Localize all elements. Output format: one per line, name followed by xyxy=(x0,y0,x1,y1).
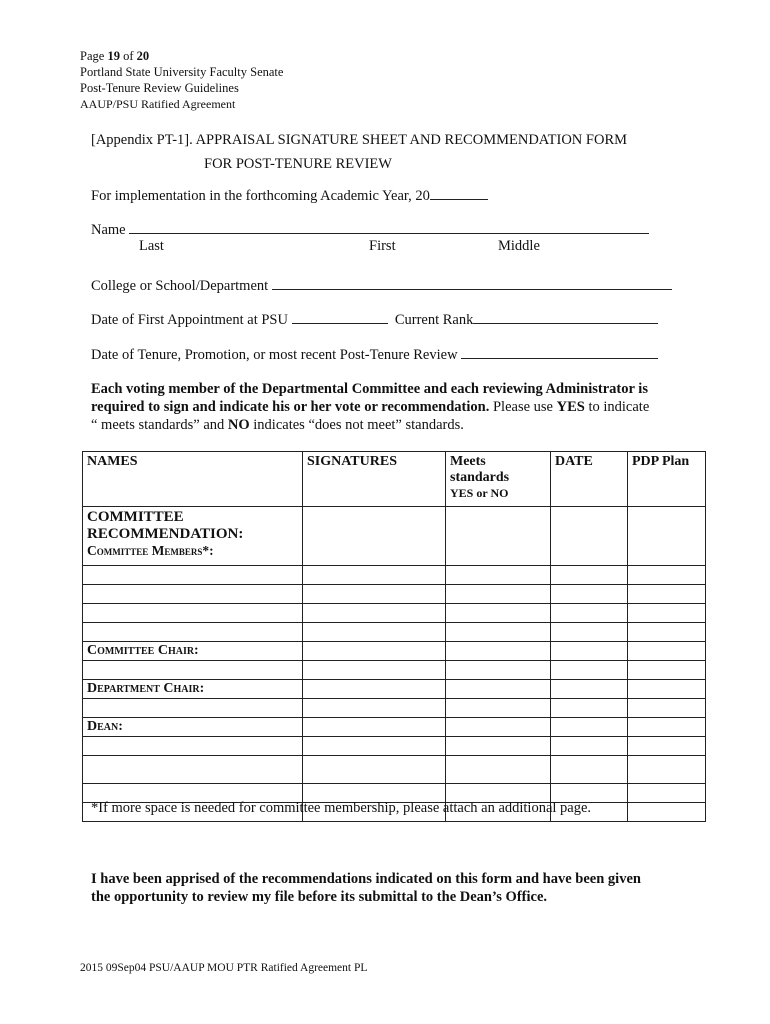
name-first-label: First xyxy=(369,238,396,254)
name-last-label: Last xyxy=(139,238,164,254)
page-number: Page 19 of 20 xyxy=(80,49,150,63)
table-row xyxy=(83,642,706,661)
tenure-date-field: Date of Tenure, Promotion, or most recent Post-Tenure Review xyxy=(91,345,658,364)
committee-recommendation-cell: COMMITTEE RECOMMENDATION: Committee Members*: xyxy=(83,507,303,566)
department-chair-label: Department Chair: xyxy=(83,680,303,699)
table-row xyxy=(83,604,706,623)
col-names: NAMES xyxy=(83,452,303,507)
college-field: College or School/Department xyxy=(91,276,672,295)
name-middle-label: Middle xyxy=(498,238,540,254)
dean-label: Dean: xyxy=(83,718,303,737)
form-title-line-1: [Appendix PT-1]. APPRAISAL SIGNATURE SHEET AND RECOMMENDATION FORM xyxy=(91,132,628,148)
col-meets-standards: Meets standards YES or NO xyxy=(446,452,551,507)
name-blank[interactable] xyxy=(129,220,649,234)
page-header xyxy=(80,48,283,112)
table-header-row xyxy=(83,452,706,507)
table-row xyxy=(83,507,706,566)
col-date: DATE xyxy=(551,452,628,507)
table-row xyxy=(83,699,706,718)
current-rank-blank[interactable] xyxy=(473,310,658,324)
academic-year-field: For implementation in the forthcoming Academic Year, 20 xyxy=(91,186,488,205)
table-row xyxy=(83,680,706,699)
header-line-1: Portland State University Faculty Senate xyxy=(80,65,284,79)
form-title-line-2: FOR POST-TENURE REVIEW xyxy=(204,156,392,172)
footnote: *If more space is needed for committee membership, please attach an additional page. xyxy=(91,800,592,816)
table-row xyxy=(83,756,706,784)
tenure-date-blank[interactable] xyxy=(461,345,658,359)
current-rank-label: Current Rank xyxy=(394,312,474,328)
table-row xyxy=(83,566,706,585)
first-appointment-field: Date of First Appointment at PSU Current Rank xyxy=(91,310,658,329)
header-line-2: Post-Tenure Review Guidelines xyxy=(80,81,239,95)
table-row xyxy=(83,718,706,737)
col-pdp-plan: PDP Plan xyxy=(628,452,706,507)
table-row xyxy=(83,585,706,604)
instructions: Each voting member of the Departmental Committee and each reviewing Administrator is required to sign and indicate his or her vote or recommendation. Please use YES to indicate “ meets standards” and NO indicates “does not meet” standards. xyxy=(91,381,650,433)
acknowledgement: I have been apprised of the recommendations indicated on this form and have been given the opportunity to review my file before its submittal to the Dean’s Office. xyxy=(91,871,641,905)
first-appointment-blank[interactable] xyxy=(292,310,388,324)
table-row xyxy=(83,737,706,756)
name-field: Name xyxy=(91,220,649,239)
col-signatures: SIGNATURES xyxy=(303,452,446,507)
committee-members-label: Committee Members*: xyxy=(87,543,214,558)
table-row xyxy=(83,661,706,680)
committee-chair-label: Committee Chair: xyxy=(83,642,303,661)
table-row xyxy=(83,623,706,642)
signature-table xyxy=(82,451,706,822)
page-footer: 2015 09Sep04 PSU/AAUP MOU PTR Ratified Agreement PL xyxy=(80,962,368,974)
college-blank[interactable] xyxy=(272,276,672,290)
header-line-3: AAUP/PSU Ratified Agreement xyxy=(80,97,236,111)
academic-year-blank[interactable] xyxy=(430,186,488,200)
